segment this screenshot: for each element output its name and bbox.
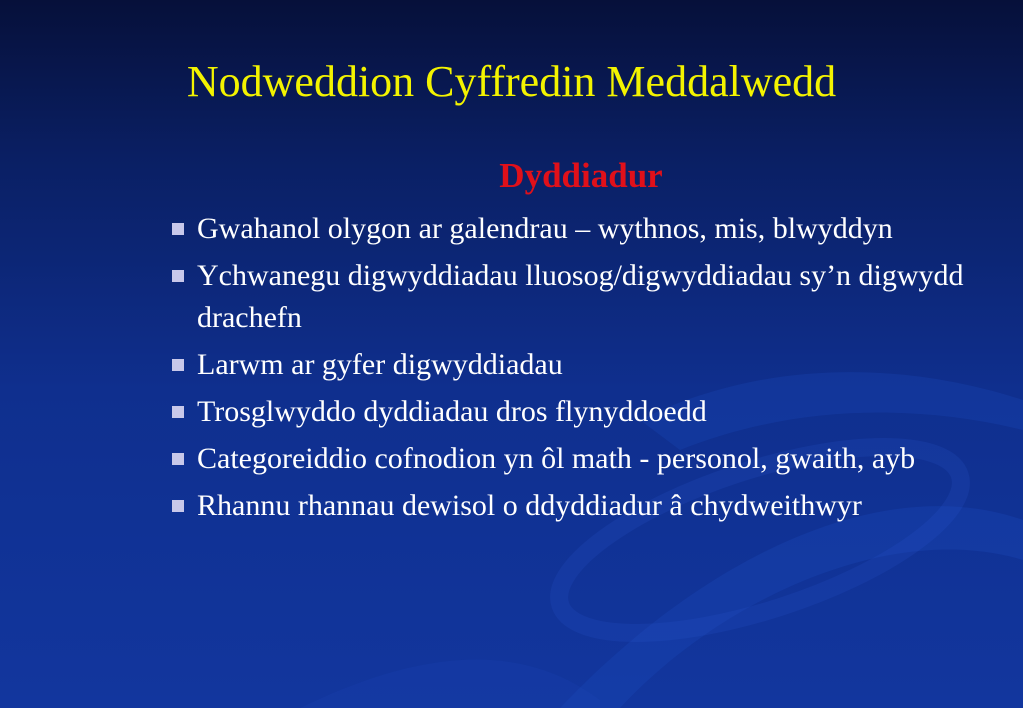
bullet-text: Ychwanegu digwyddiadau lluosog/digwyddiadau sy’n digwydd drachefn (197, 259, 964, 334)
bullet-item (170, 438, 970, 480)
bullet-item (170, 391, 970, 433)
bullet-text: Rhannu rhannau dewisol o ddyddiadur â chydweithwyr (197, 489, 862, 522)
bullet-item (170, 255, 970, 339)
bullet-text: Larwm ar gyfer digwyddiadau (197, 348, 563, 381)
bullet-text: Categoreiddio cofnodion yn ôl math - personol, gwaith, ayb (197, 442, 916, 475)
slide-title: Nodweddion Cyffredin Meddalwedd (186, 57, 837, 106)
square-bullet-icon (172, 223, 184, 235)
square-bullet-icon (172, 500, 184, 512)
bullet-item (170, 344, 970, 386)
bullet-item (170, 208, 970, 250)
bullet-item (170, 485, 970, 527)
square-bullet-icon (172, 359, 184, 371)
square-bullet-icon (172, 406, 184, 418)
bullet-text: Trosglwyddo dyddiadau dros flynyddoedd (197, 395, 707, 428)
square-bullet-icon (172, 453, 184, 465)
bullet-text: Gwahanol olygon ar galendrau – wythnos, mis, blwyddyn (197, 212, 893, 245)
slide-subtitle: Dyddiadur (499, 156, 663, 195)
bullet-list (170, 208, 970, 532)
square-bullet-icon (172, 270, 184, 282)
